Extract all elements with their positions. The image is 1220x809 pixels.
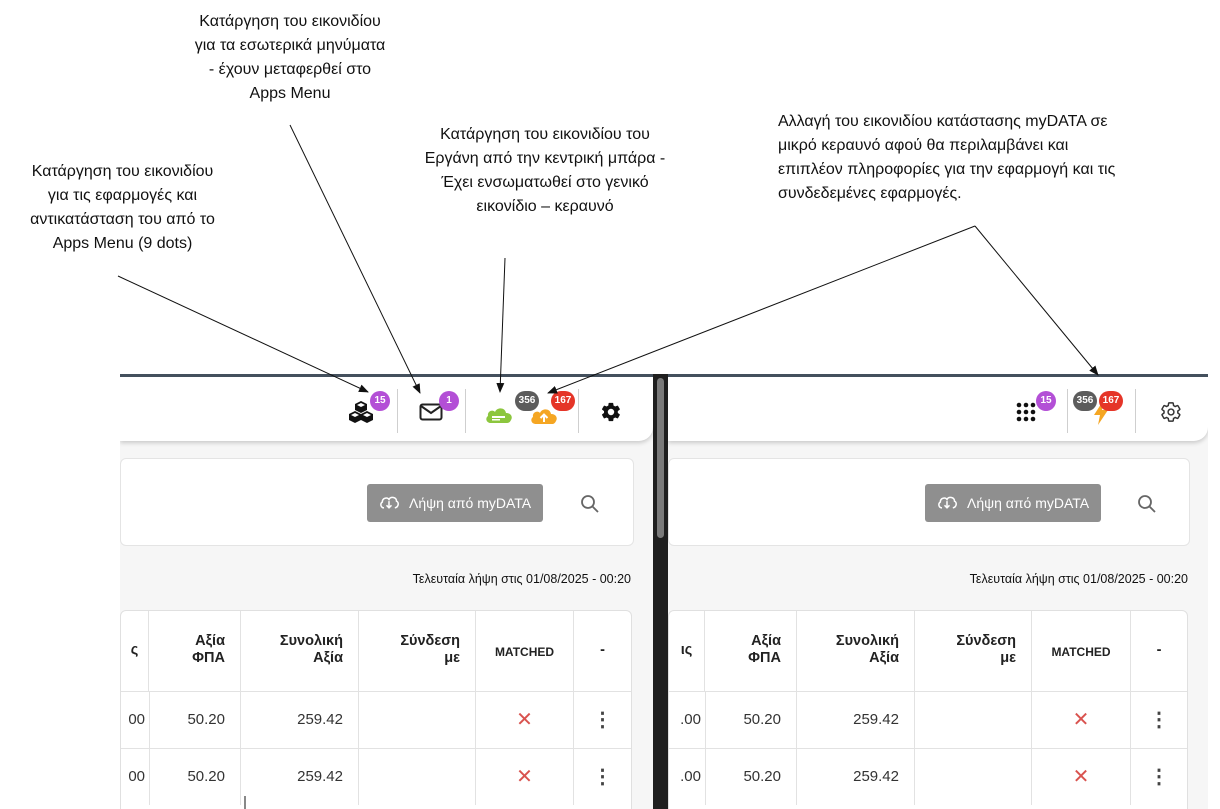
header-partial: ις xyxy=(669,611,705,691)
annotation-line: Έχει ενσωματωθεί στο γενικό xyxy=(441,174,649,191)
search-icon[interactable] xyxy=(580,494,600,514)
cell-partial: 00 xyxy=(128,711,145,728)
header-line: Αξία xyxy=(195,633,225,649)
apps-menu-button[interactable] xyxy=(1012,377,1058,437)
header-line: Αξία xyxy=(313,650,343,666)
header-line: Συνολική xyxy=(835,633,899,649)
header-line: με xyxy=(1000,650,1016,666)
mydata-fetch-label: Λήψη από myDATA xyxy=(409,495,532,511)
annotation-apps xyxy=(0,160,245,256)
header-line: Σύνδεση xyxy=(956,633,1016,649)
annotation-line: Apps Menu xyxy=(249,85,331,102)
toolbar-card xyxy=(668,458,1190,546)
row-menu-icon[interactable]: ⋮ xyxy=(1149,766,1169,788)
header-actions: - xyxy=(600,642,605,658)
row-menu-icon[interactable]: ⋮ xyxy=(592,709,613,731)
separator xyxy=(397,389,398,433)
last-sync-text: Τελευταία λήψη στις 01/08/2025 - 00:20 xyxy=(412,572,631,586)
header-link xyxy=(359,611,476,691)
header-matched: MATCHED xyxy=(476,611,574,691)
header-line: ΦΠΑ xyxy=(192,650,225,666)
search-icon[interactable] xyxy=(1137,494,1157,514)
annotation-line: - έχουν μεταφερθεί στο xyxy=(208,61,372,78)
cell-link xyxy=(359,749,476,805)
cloud-download-icon xyxy=(937,493,957,511)
matched-x-icon: ✕ xyxy=(476,692,574,748)
cell-partial: 00 xyxy=(128,768,145,785)
annotation-line: για τις εφαρμογές και xyxy=(47,187,198,204)
top-bar xyxy=(120,374,653,441)
header-total xyxy=(797,611,915,691)
header-line: με xyxy=(444,650,460,666)
mydata-fetch-button[interactable] xyxy=(367,484,543,522)
arrow-mydata-left xyxy=(548,226,975,393)
annotation-line: Αλλαγή του εικονιδίου κατάστασης myDATA σε xyxy=(778,113,1108,130)
arrow-ergani xyxy=(500,258,505,392)
header-line: ΦΠΑ xyxy=(748,650,781,666)
settings-button[interactable] xyxy=(596,377,626,437)
panel-old-ui xyxy=(120,374,653,809)
annotation-line: Apps Menu (9 dots) xyxy=(52,235,193,252)
apps-badge: 15 xyxy=(370,391,390,411)
mydata-fetch-label: Λήψη από myDATA xyxy=(967,495,1090,511)
count-badge-gray: 356 xyxy=(1073,391,1097,411)
ergani-button[interactable] xyxy=(482,377,514,437)
messages-button[interactable] xyxy=(416,377,456,437)
annotation-line: μικρό κεραυνό αφού θα περιλαμβάνει και xyxy=(778,137,1069,154)
annotation-line: συνδεδεμένες εφαρμογές. xyxy=(778,185,962,202)
annotation-line: αντικατάσταση του από το xyxy=(30,211,215,228)
cell-total: 259.42 xyxy=(241,749,359,805)
separator xyxy=(1067,389,1068,433)
annotation-mydata xyxy=(778,110,1198,206)
cell-partial: .00 xyxy=(680,768,701,785)
cloud-download-icon xyxy=(379,493,399,511)
gear-icon xyxy=(600,401,622,423)
apps-badge: 15 xyxy=(1036,391,1056,411)
cell-total: 259.42 xyxy=(241,692,359,748)
matched-x-icon: ✕ xyxy=(1032,749,1131,805)
scrollbar-thumb[interactable] xyxy=(657,378,664,538)
panel-new-ui xyxy=(668,374,1208,809)
settings-button[interactable] xyxy=(1156,377,1186,437)
mydata-fetch-button[interactable] xyxy=(925,484,1101,522)
annotation-line: Κατάργηση του εικονιδίου του xyxy=(440,126,650,143)
last-sync-text: Τελευταία λήψη στις 01/08/2025 - 00:20 xyxy=(969,572,1188,586)
cell-vat: 50.20 xyxy=(705,692,797,748)
header-link xyxy=(915,611,1032,691)
arrow-mydata-right xyxy=(975,226,1098,375)
cell-vat: 50.20 xyxy=(705,749,797,805)
messages-badge: 1 xyxy=(439,391,459,411)
cell-link xyxy=(915,749,1032,805)
row-menu-icon[interactable]: ⋮ xyxy=(592,766,613,788)
header-vat xyxy=(705,611,797,691)
header-line: Αξία xyxy=(751,633,781,649)
cell-total: 259.42 xyxy=(797,749,915,805)
count-badge-red: 167 xyxy=(551,391,575,411)
nine-dots-icon xyxy=(1016,402,1036,422)
annotation-line: επιπλέον πληροφορίες για την εφαρμογή και τις xyxy=(778,161,1116,178)
annotation-messages xyxy=(160,10,420,106)
count-badge-gray: 356 xyxy=(515,391,539,411)
header-line: Συνολική xyxy=(279,633,343,649)
header-actions: - xyxy=(1156,642,1162,658)
separator xyxy=(578,389,579,433)
header-vat xyxy=(149,611,241,691)
header-partial: ς xyxy=(121,611,149,691)
cell-vat: 50.20 xyxy=(149,692,241,748)
data-table xyxy=(120,610,632,809)
annotation-line: Κατάργηση του εικονιδίου xyxy=(31,163,214,180)
separator xyxy=(465,389,466,433)
cell-link xyxy=(359,692,476,748)
matched-x-icon: ✕ xyxy=(476,749,574,805)
header-line: Αξία xyxy=(869,650,899,666)
gear-outline-icon xyxy=(1160,401,1182,423)
cell-vat: 50.20 xyxy=(149,749,241,805)
annotation-line: Εργάνη από την κεντρική μπάρα - xyxy=(424,150,666,167)
apps-button[interactable] xyxy=(346,377,392,437)
toolbar-card xyxy=(120,458,634,546)
cell-link xyxy=(915,692,1032,748)
data-table xyxy=(668,610,1188,809)
annotation-ergani xyxy=(385,123,705,219)
cell-total: 259.42 xyxy=(797,692,915,748)
count-badge-red: 167 xyxy=(1099,391,1123,411)
cell-partial: .00 xyxy=(680,711,701,728)
row-menu-icon[interactable]: ⋮ xyxy=(1149,709,1169,731)
matched-x-icon: ✕ xyxy=(1032,692,1131,748)
annotation-line: Κατάργηση του εικονιδίου xyxy=(199,13,381,30)
separator xyxy=(1135,389,1136,433)
top-bar xyxy=(668,374,1208,441)
ergani-cloud-icon xyxy=(484,404,514,424)
annotation-line: εικονίδιο – κεραυνό xyxy=(476,198,614,215)
header-line: Σύνδεση xyxy=(400,633,460,649)
header-total xyxy=(241,611,359,691)
annotation-line: για τα εσωτερικά μηνύματα xyxy=(194,37,386,54)
header-matched: MATCHED xyxy=(1032,611,1131,691)
